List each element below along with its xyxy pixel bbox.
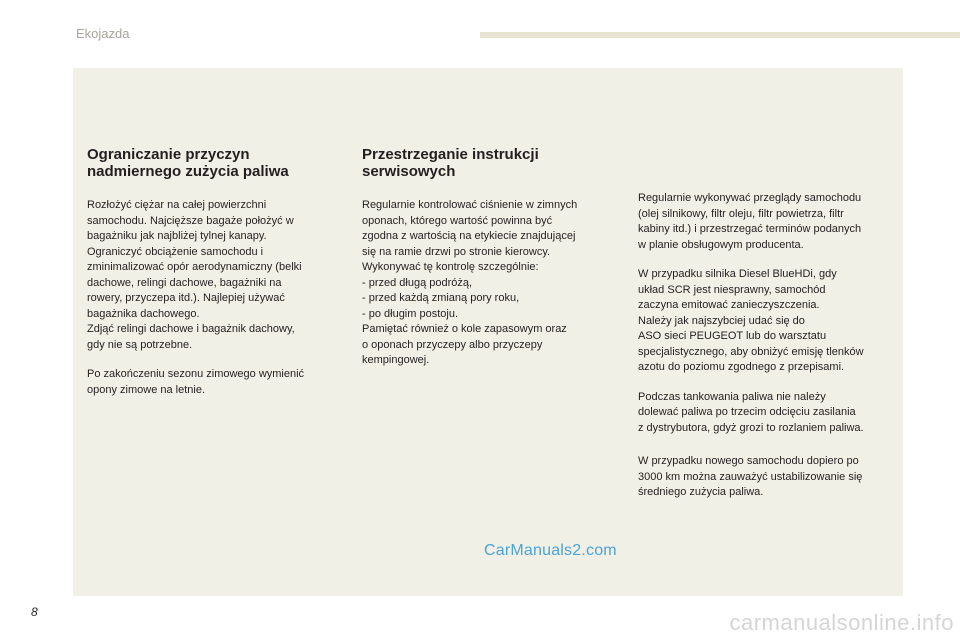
paragraph-tyres-season: Po zakończeniu sezonu zimowego wymienić opony zimowe na letnie.	[87, 368, 305, 396]
paragraph-refuelling: Podczas tankowania paliwa nie należy dolewać paliwa po trzecim odcięciu zasilania z dystrybutora, gdyż grozi to rozlaniem paliwa.	[638, 390, 864, 434]
column-middle	[362, 146, 617, 383]
paragraph-service: Regularnie wykonywać przeglądy samochodu (olej silnikowy, filtr oleju, filtr powietrza, filtr kabiny itd.) i przestrzegać terminów podanych w planie obsługowym producenta.	[638, 192, 862, 251]
paragraph-scr-system: W przypadku silnika Diesel BlueHDi, gdy układ SCR jest niesprawny, samochód zaczyna emitować zanieczyszczenia. Należy jak najszybciej udać się do ASO sieci PEUGEOT lub do warsztatu specjalistycznego, aby obniżyć emisję tlenków azotu do poziomu zgodnego z przepisami.	[638, 268, 864, 373]
paragraph-new-vehicle: W przypadku nowego samochodu dopiero po 3000 km można zauważyć ustabilizowanie się średniego zużycia paliwa.	[638, 455, 863, 498]
column-left	[87, 146, 347, 412]
page-number: 8	[31, 605, 38, 619]
paragraph-tyre-pressure: Regularnie kontrolować ciśnienie w zimnych oponach, którego wartość powinna być zgodna z wartością na etykiecie znajdującej się na ramie drzwi po stronie kierowcy. Wykonywać tę kontrolę szczególnie: - przed długą podróżą, - przed każdą zmianą pory roku, - po długim postoju. Pamiętać również o kole zapasowym oraz o oponach przyczepy albo przyczepy kempingowej.	[362, 199, 578, 366]
watermark-link[interactable]: CarManuals2.com	[484, 542, 617, 559]
heading-service-instructions: Przestrzeganie instrukcji serwisowych	[362, 146, 539, 180]
section-title: Ekojazda	[76, 26, 130, 41]
footer-watermark: carmanualsonline.info	[729, 610, 954, 635]
paragraph-load: Rozłożyć ciężar na całej powierzchni samochodu. Najcięższe bagaże położyć w bagażniku jak najbliżej tylnej kanapy. Ograniczyć obciążenie samochodu i zminimalizować opór aerodynamiczny (belki dachowe, relingi dachowe, bagażniki na rowery, przyczepa itd.). Najlepiej używać bagażnika dachowego. Zdjąć relingi dachowe i bagażnik dachowy, gdy nie są potrzebne.	[87, 199, 302, 351]
header-rule	[480, 32, 960, 38]
column-right	[638, 191, 900, 515]
heading-fuel-consumption: Ograniczanie przyczyn nadmiernego zużycia paliwa	[87, 146, 289, 180]
